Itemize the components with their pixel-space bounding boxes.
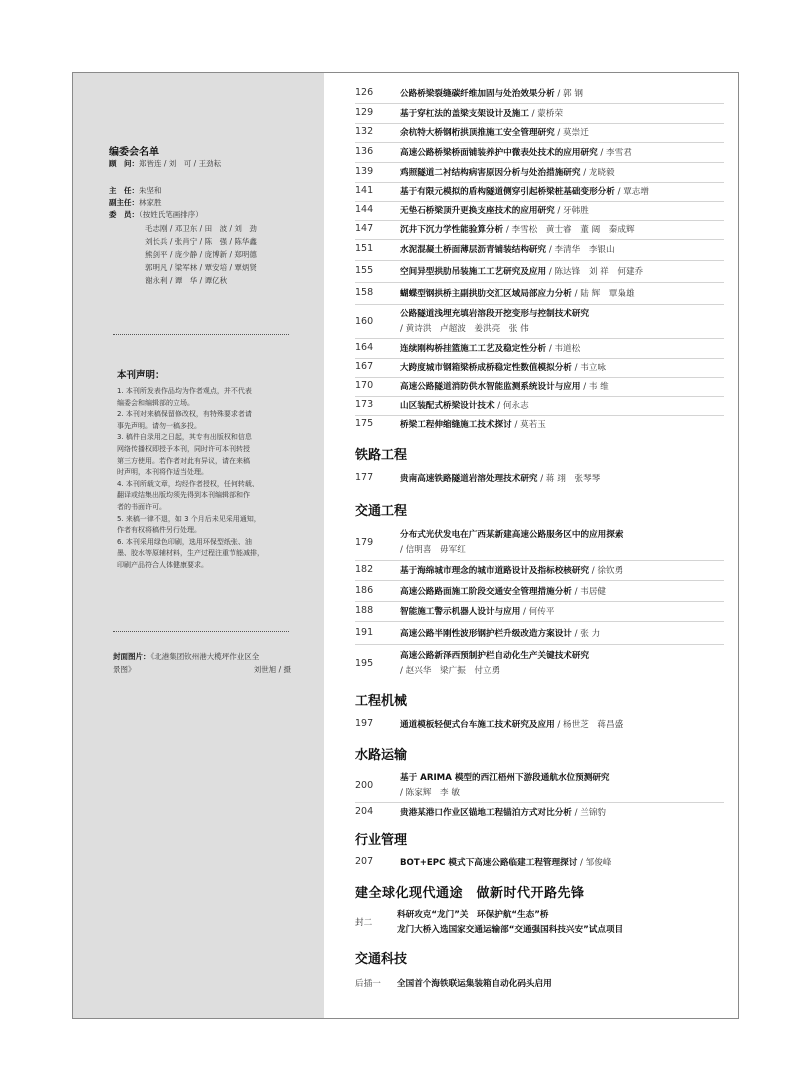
notice-line: 5. 来稿一律不退，如 3 个月后未见采用通知， bbox=[117, 514, 261, 523]
page-number: 188 bbox=[355, 605, 374, 616]
notice-line: 翻译或结集出版均须先得到本刊编辑部和作 bbox=[117, 491, 250, 500]
editorial-board-title: 编委会名单 bbox=[109, 147, 159, 158]
page-number: 160 bbox=[355, 316, 374, 327]
members-line: 毛志刚 / 邓卫东 / 田 波 / 刘 劲 bbox=[145, 224, 257, 233]
article-author: / 赵兴华 梁广振 付立勇 bbox=[400, 666, 501, 676]
row-divider bbox=[355, 560, 724, 561]
article-author: / 蒙桥荣 bbox=[528, 109, 564, 119]
members-line: 谢永利 / 谭 华 / 谭亿秋 bbox=[145, 276, 228, 285]
article-title: 公路隧道浅埋充填岩溶段开挖变形与控制技术研究 bbox=[400, 309, 590, 319]
article-author: / 陆 辉 覃枭雄 bbox=[571, 289, 635, 299]
article-title: 公路桥梁裂缝碳纤维加固与处治效果分析 / 郭 钢 bbox=[400, 89, 583, 99]
article-title: 桥梁工程伸缩缝施工技术探讨 / 莫若玉 bbox=[400, 420, 546, 430]
notice-title: 本刊声明： bbox=[117, 370, 165, 381]
notice-line: 印刷产品符合人体健康要求。 bbox=[117, 560, 208, 569]
notice-line: 时声明，本刊将作适当处理。 bbox=[117, 468, 208, 477]
notice-line: 6. 本刊采用绿色印刷，选用环保型纸张、油 bbox=[117, 537, 252, 546]
section-heading-water: 水路运输 bbox=[355, 748, 408, 763]
article-title: 高速公路路面施工阶段交通安全管理措施分析 / 韦居健 bbox=[400, 587, 607, 597]
dotted-divider bbox=[113, 631, 289, 633]
cover-credit: 刘世旭 / 摄 bbox=[253, 664, 291, 674]
page-number: 136 bbox=[355, 146, 374, 157]
article-author: / 信明喜 毋军红 bbox=[400, 545, 466, 555]
article-title: 基于海绵城市理念的城市道路设计及指标校核研究 / 徐钦勇 bbox=[400, 566, 624, 576]
article-title: 基于 ARIMA 模型的西江梧州下游段通航水位预测研究 bbox=[400, 773, 610, 783]
article-author: / 韦 维 bbox=[580, 382, 609, 392]
advisors-label: 顾 问： bbox=[109, 159, 139, 168]
masthead-sidebar bbox=[73, 73, 324, 1018]
page-number: 129 bbox=[355, 107, 374, 118]
chief-name: 朱坚和 bbox=[139, 186, 162, 195]
row-divider bbox=[355, 580, 724, 581]
article-author: / 韦道松 bbox=[546, 344, 581, 354]
article-title: 空间异型拱肋吊装施工工艺研究及应用 / 陈达锋 刘 祥 何建乔 bbox=[400, 267, 644, 277]
notice-line: 者的书面许可。 bbox=[117, 502, 166, 511]
deputy-label: 副主任： bbox=[109, 198, 139, 207]
page-number: 207 bbox=[355, 856, 374, 867]
article-title: 贵南高速铁路隧道岩溶处理技术研究 / 蒋 翊 张琴琴 bbox=[400, 474, 601, 484]
row-divider bbox=[355, 282, 724, 283]
row-divider bbox=[355, 123, 724, 124]
members-line: 郭明凡 / 梁军林 / 覃安培 / 覃炳贤 bbox=[145, 263, 257, 272]
article-title: 高速公路新泽西预制护栏自动化生产关键技术研究 bbox=[400, 651, 590, 661]
row-divider bbox=[355, 415, 724, 416]
page-number: 144 bbox=[355, 204, 374, 215]
cover-title-line2: 景图》 bbox=[113, 664, 136, 674]
article-author: / 李雪君 bbox=[597, 148, 632, 158]
article-author: / 莫崇迁 bbox=[554, 128, 589, 138]
page-number: 197 bbox=[355, 718, 374, 729]
page-label: 后插一 bbox=[355, 979, 381, 989]
page-number: 167 bbox=[355, 361, 374, 372]
notice-line: 4. 本刊所载文章，均经作者授权，任何转载、 bbox=[117, 479, 259, 488]
notice-line: 事先声明。请勿一稿多投。 bbox=[117, 421, 201, 430]
row-divider bbox=[355, 377, 724, 378]
article-title: 沉井下沉力学性能验算分析 / 李雪松 黄士睿 董 阔 秦成辉 bbox=[400, 225, 635, 235]
row-divider bbox=[355, 142, 724, 143]
article-title: 高速公路半刚性波形钢护栏升级改造方案设计 / 张 力 bbox=[400, 629, 601, 639]
article-author: / 韦立咏 bbox=[571, 363, 607, 373]
article-author: / 何传平 bbox=[520, 607, 555, 617]
page-number: 195 bbox=[355, 658, 374, 669]
page-number: 170 bbox=[355, 380, 374, 391]
article-author: / 兰锦豹 bbox=[571, 808, 607, 818]
row-divider bbox=[355, 396, 724, 397]
row-divider bbox=[355, 644, 724, 645]
article-author: / 徐钦勇 bbox=[589, 566, 624, 576]
page-number: 164 bbox=[355, 342, 374, 353]
article-author: / 牙韩胜 bbox=[554, 206, 589, 216]
article-title: 分布式光伏发电在广西某新建高速公路服务区中的应用探索 bbox=[400, 530, 624, 540]
article-title: 高速公路隧道消防供水智能监测系统设计与应用 / 韦 维 bbox=[400, 382, 609, 392]
article-title: 无垫石桥梁顶升更换支座技术的应用研究 / 牙韩胜 bbox=[400, 206, 589, 216]
page-number: 132 bbox=[355, 126, 374, 137]
notice-line: 1. 本刊所发表作品均为作者观点，并不代表 bbox=[117, 387, 252, 395]
article-title: 蝴蝶型钢拱桥主副拱肋交汇区域局部应力分析 / 陆 辉 覃枭雄 bbox=[400, 289, 635, 299]
page-number: 186 bbox=[355, 585, 374, 596]
article-author: / 邹俊峰 bbox=[577, 858, 612, 868]
row-divider bbox=[355, 260, 724, 261]
cover-caption bbox=[113, 651, 291, 676]
article-title: 山区装配式桥梁设计技术 / 何永志 bbox=[400, 401, 529, 411]
page-number: 182 bbox=[355, 564, 374, 575]
page-number: 200 bbox=[355, 780, 374, 791]
page-number: 179 bbox=[355, 537, 374, 548]
notice-line: 2. 本刊对来稿保留修改权，有特殊要求者请 bbox=[117, 410, 252, 419]
members-note: （按姓氏笔画排序） bbox=[139, 210, 203, 219]
article-author: / 莫若玉 bbox=[511, 420, 546, 430]
row-divider bbox=[355, 338, 724, 339]
article-title: 贵港某港口作业区锚地工程锚泊方式对比分析 / 兰锦豹 bbox=[400, 808, 607, 818]
row-divider bbox=[355, 802, 724, 803]
page-number: 191 bbox=[355, 627, 374, 638]
article-title: 全国首个海铁联运集装箱自动化码头启用 bbox=[397, 979, 552, 989]
article-title: 鸡照隧道二衬结构病害原因分析与处治措施研究 / 龙晓毅 bbox=[400, 168, 615, 178]
article-author: / 覃志增 bbox=[614, 187, 649, 197]
article-title: 智能施工警示机器人设计与应用 / 何传平 bbox=[400, 607, 555, 617]
article-author: / 韦居健 bbox=[571, 587, 607, 597]
members-label: 委 员： bbox=[109, 210, 139, 219]
article-title: 通道模板轻便式台车施工技术研究及应用 / 杨世芝 蒋昌盛 bbox=[400, 720, 624, 730]
article-title: 高速公路桥梁桥面铺装养护中微表处技术的应用研究 / 李雪君 bbox=[400, 148, 632, 158]
row-divider bbox=[355, 621, 724, 622]
page-label: 封二 bbox=[355, 918, 373, 928]
members-line: 熊剑平 / 庞少静 / 庞博新 / 郑明德 bbox=[145, 250, 257, 259]
article-title: 基于有限元模拟的盾构隧道侧穿引起桥梁桩基础变形分析 / 覃志增 bbox=[400, 187, 649, 197]
row-divider bbox=[355, 304, 724, 305]
page-number: 151 bbox=[355, 243, 374, 254]
article-title-line2: 龙门大桥入选国家交通运输部“交通强国科技兴安”试点项目 bbox=[397, 925, 624, 935]
row-divider bbox=[355, 358, 724, 359]
page-number: 173 bbox=[355, 399, 374, 410]
article-title: 科研攻克“龙门”关 环保护航“生态”桥 bbox=[397, 910, 549, 920]
article-author: / 何永志 bbox=[494, 401, 529, 411]
notice-line: 作者有权将稿件另行处理。 bbox=[117, 526, 201, 535]
article-author: / 杨世芝 蒋昌盛 bbox=[554, 720, 624, 730]
page-number: 147 bbox=[355, 223, 374, 234]
members-row bbox=[109, 210, 203, 220]
article-author: / 陈家辉 李 敏 bbox=[400, 788, 460, 798]
section-heading-machinery: 工程机械 bbox=[355, 694, 408, 709]
article-title: 大跨度城市钢箱梁桥成桥稳定性数值模拟分析 / 韦立咏 bbox=[400, 363, 607, 373]
page-number: 204 bbox=[355, 806, 374, 817]
article-author: / 张 力 bbox=[571, 629, 601, 639]
members-line: 刘长兵 / 张肖宁 / 陈 强 / 陈华鑫 bbox=[145, 237, 257, 246]
row-divider bbox=[355, 103, 724, 104]
page-number: 155 bbox=[355, 265, 374, 276]
cover-title: 《北港集团钦州港大榄坪作业区全 bbox=[150, 652, 260, 661]
notice-line: 网络传播权即授予本刊，同时许可本刊转授 bbox=[117, 444, 250, 453]
article-author: / 龙晓毅 bbox=[580, 168, 615, 178]
article-author: / 黄诗洪 卢超波 姜洪亮 张 伟 bbox=[400, 324, 529, 334]
section-heading-traffic: 交通工程 bbox=[355, 504, 408, 519]
advisors-names: 郑皆连 / 刘 可 / 王劲耘 bbox=[139, 159, 222, 168]
article-title: 基于穿杠法的盖梁支架设计及施工 / 蒙桥荣 bbox=[400, 109, 564, 119]
article-author: / 李雪松 黄士睿 董 阔 秦成辉 bbox=[503, 225, 635, 235]
row-divider bbox=[355, 239, 724, 240]
article-title: 余杭特大桥钢桁拱顶推施工安全管理研究 / 莫崇迁 bbox=[400, 128, 589, 138]
notice-list bbox=[117, 386, 307, 572]
cover-title-line bbox=[113, 651, 291, 664]
section-heading-rail: 铁路工程 bbox=[355, 448, 408, 463]
section-heading-industry: 行业管理 bbox=[355, 833, 408, 848]
page-number: 141 bbox=[355, 185, 374, 196]
chief-label: 主 任： bbox=[109, 186, 139, 195]
article-author: / 蒋 翊 张琴琴 bbox=[537, 474, 601, 484]
article-title: 水泥混凝土桥面薄层沥青铺装结构研究 / 李清华 李银山 bbox=[400, 245, 615, 255]
article-title: BOT+EPC 模式下高速公路临建工程管理探讨 / 邹俊峰 bbox=[400, 858, 612, 868]
table-of-contents bbox=[324, 73, 738, 1018]
dotted-divider bbox=[113, 334, 289, 336]
row-divider bbox=[355, 601, 724, 602]
row-divider bbox=[355, 182, 724, 183]
chief-row bbox=[109, 186, 162, 196]
notice-line: 墨、胶水等原辅材料，生产过程注重节能减排， bbox=[117, 549, 264, 558]
row-divider bbox=[355, 162, 724, 163]
advisors-row bbox=[109, 159, 221, 169]
row-divider bbox=[355, 201, 724, 202]
page-number: 139 bbox=[355, 166, 374, 177]
notice-line: 第三方使用。若作者对此有异议，请在来稿 bbox=[117, 456, 250, 465]
article-author: / 郭 钢 bbox=[554, 89, 583, 99]
notice-line: 编委会和编辑部的立场。 bbox=[117, 398, 194, 407]
article-author: / 李清华 李银山 bbox=[546, 245, 615, 255]
banner-slogan: 建全球化现代通途 做新时代开路先锋 bbox=[355, 886, 585, 901]
page-number: 175 bbox=[355, 418, 374, 429]
deputy-name: 林家胜 bbox=[139, 198, 162, 207]
article-author: / 陈达锋 刘 祥 何建乔 bbox=[546, 267, 644, 277]
row-divider bbox=[355, 220, 724, 221]
page-frame bbox=[72, 72, 739, 1019]
article-title: 连续刚构桥挂篮施工工艺及稳定性分析 / 韦道松 bbox=[400, 344, 581, 354]
cover-label: 封面图片： bbox=[113, 652, 151, 661]
page-number: 126 bbox=[355, 87, 374, 98]
page-number: 158 bbox=[355, 287, 374, 298]
page-number: 177 bbox=[355, 472, 374, 483]
notice-line: 3. 稿件自录用之日起，其专有出版权和信息 bbox=[117, 433, 252, 442]
deputy-row bbox=[109, 198, 162, 208]
section-heading-tech: 交通科技 bbox=[355, 952, 408, 967]
